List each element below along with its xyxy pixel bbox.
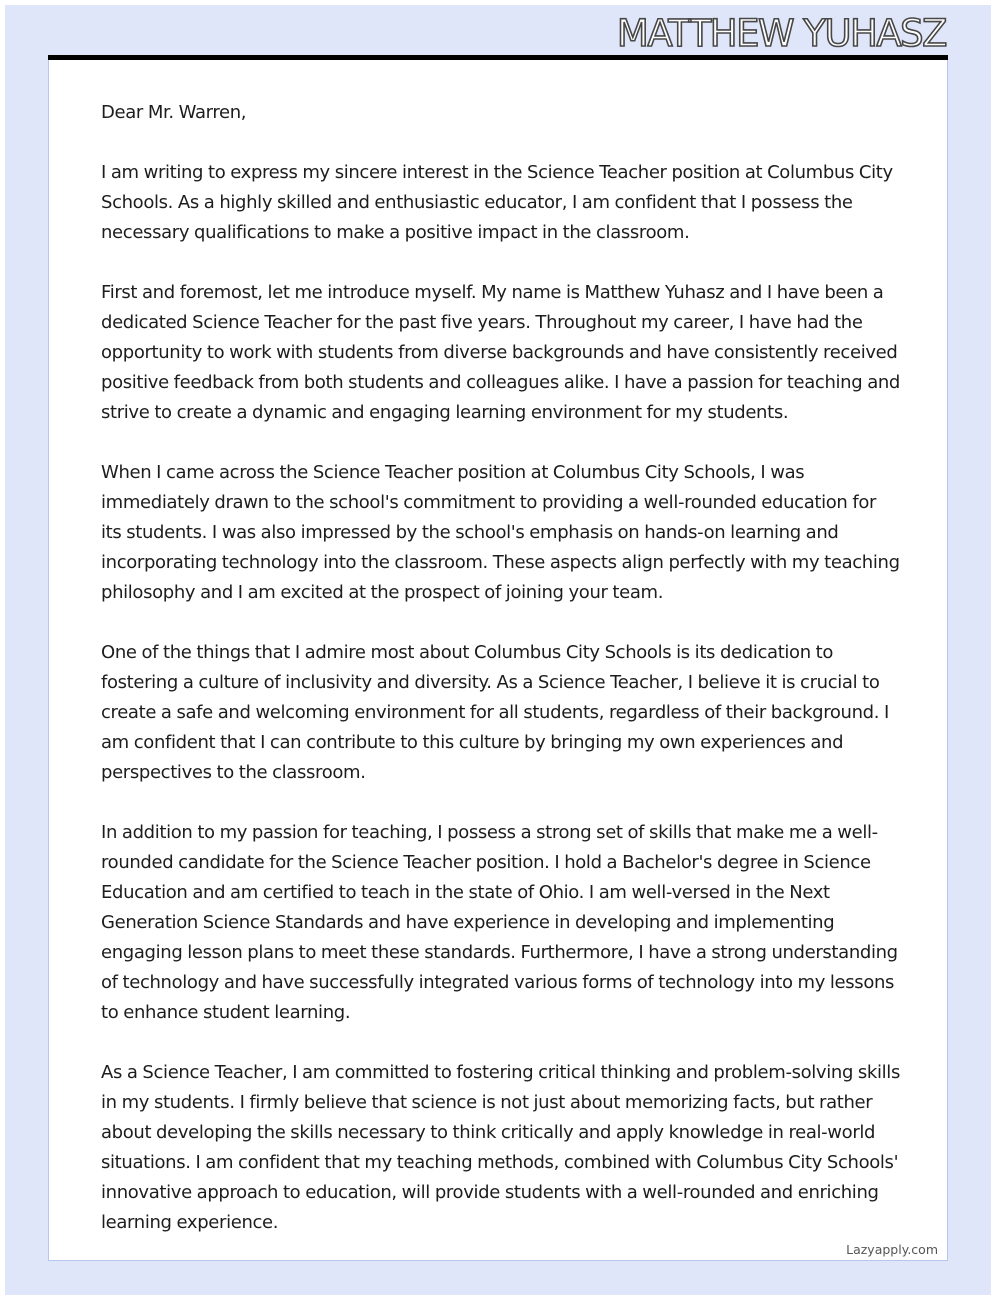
letter-paragraph: When I came across the Science Teacher position at Columbus City Schools, I was immediately drawn to the school's commitment to providing a well-rounded education for its students. I was also impressed by the school's emphasis on hands-on learning and incorporating technology into the classroom. These aspects align perfectly with my teaching philosophy and I am excited at the prospect of joining your team.: [101, 462, 900, 603]
letter-paragraph: As a Science Teacher, I am committed to fostering critical thinking and problem-solving skills in my students. I firmly believe that science is not just about memorizing facts, but rather about developing the skills necessary to think critically and apply knowledge in real-world situations. I am confident that my teaching methods, combined with Columbus City Schools' innovative approach to education, will provide students with a well-rounded and enriching learning experience.: [101, 1062, 900, 1233]
letter-paragraph: First and foremost, let me introduce myself. My name is Matthew Yuhasz and I have been a dedicated Science Teacher for the past five years. Throughout my career, I have had the opportunity to work with students from diverse backgrounds and have consistently received positive feedback from both students and colleagues alike. I have a passion for teaching and strive to create a dynamic and engaging learning environment for my students.: [101, 282, 901, 423]
letter-body: [101, 98, 901, 1261]
letter-card: [48, 60, 948, 1261]
letter-paragraph: I am writing to express my sincere interest in the Science Teacher position at Columbus City Schools. As a highly skilled and enthusiastic educator, I am confident that I possess the necessary qualifications to make a positive impact in the classroom.: [101, 162, 893, 243]
letter-paragraph: In addition to my passion for teaching, I possess a strong set of skills that make me a well-rounded candidate for the Science Teacher position. I hold a Bachelor's degree in Science Education and am certified to teach in the state of Ohio. I am well-versed in the Next Generation Science Standards and have experience in developing and implementing engaging lesson plans to meet these standards. Furthermore, I have a strong understanding of technology and have successfully integrated various forms of technology into my lessons to enhance student learning.: [101, 822, 898, 1023]
letter-paragraph: One of the things that I admire most about Columbus City Schools is its dedication to fostering a culture of inclusivity and diversity. As a Science Teacher, I believe it is crucial to create a safe and welcoming environment for all students, regardless of their background. I am confident that I can contribute to this culture by bringing my own experiences and perspectives to the classroom.: [101, 642, 889, 783]
watermark: Lazyapply.com: [842, 1241, 938, 1258]
applicant-name: MATTHEW YUHASZ: [616, 12, 946, 55]
salutation: Dear Mr. Warren,: [101, 102, 247, 123]
